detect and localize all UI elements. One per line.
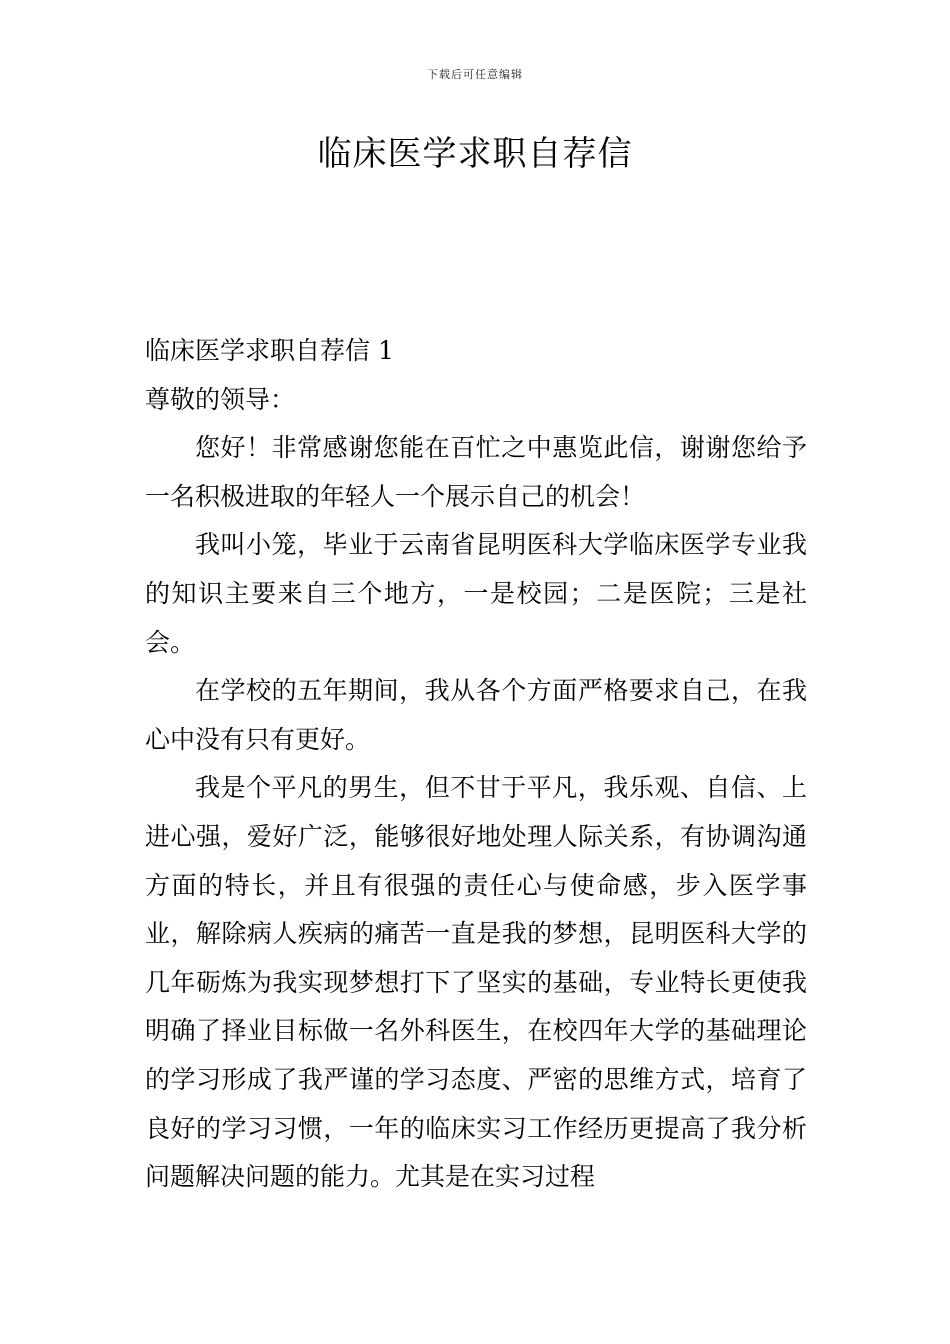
paragraph-introduction: 我叫小笼，毕业于云南省昆明医科大学临床医学专业我的知识主要来自三个地方，一是校园；二是医院；三是社会。 <box>145 530 807 657</box>
paragraph-greeting: 您好！非常感谢您能在百忙之中惠览此信，谢谢您给予一名积极进取的年轻人一个展示自己的机会！ <box>145 433 807 511</box>
letter-body <box>145 327 807 1202</box>
paragraph-school-years: 在学校的五年期间，我从各个方面严格要求自己，在我心中没有只有更好。 <box>145 676 807 754</box>
paragraph-personal-qualities: 我是个平凡的男生，但不甘于平凡，我乐观、自信、上进心强，爱好广泛，能够很好地处理人际关系，有协调沟通方面的特长，并且有很强的责任心与使命感，步入医学事业，解除病人疾病的痛苦一直是我的梦想，昆明医科大学的几年砺炼为我实现梦想打下了坚实的基础，专业特长更使我明确了择业目标做一名外科医生，在校四年大学的基础理论的学习形成了我严谨的学习态度、严密的思维方式，培育了良好的学习习惯，一年的临床实习工作经历更提高了我分析问题解决问题的能力。尤其是在实习过程 <box>145 773 807 1192</box>
salutation: 尊敬的领导： <box>145 384 296 414</box>
page-header-note: 下载后可任意编辑 <box>427 68 523 81</box>
section-heading: 临床医学求职自荐信 1 <box>145 336 394 365</box>
document-title: 临床医学求职自荐信 <box>317 134 633 174</box>
